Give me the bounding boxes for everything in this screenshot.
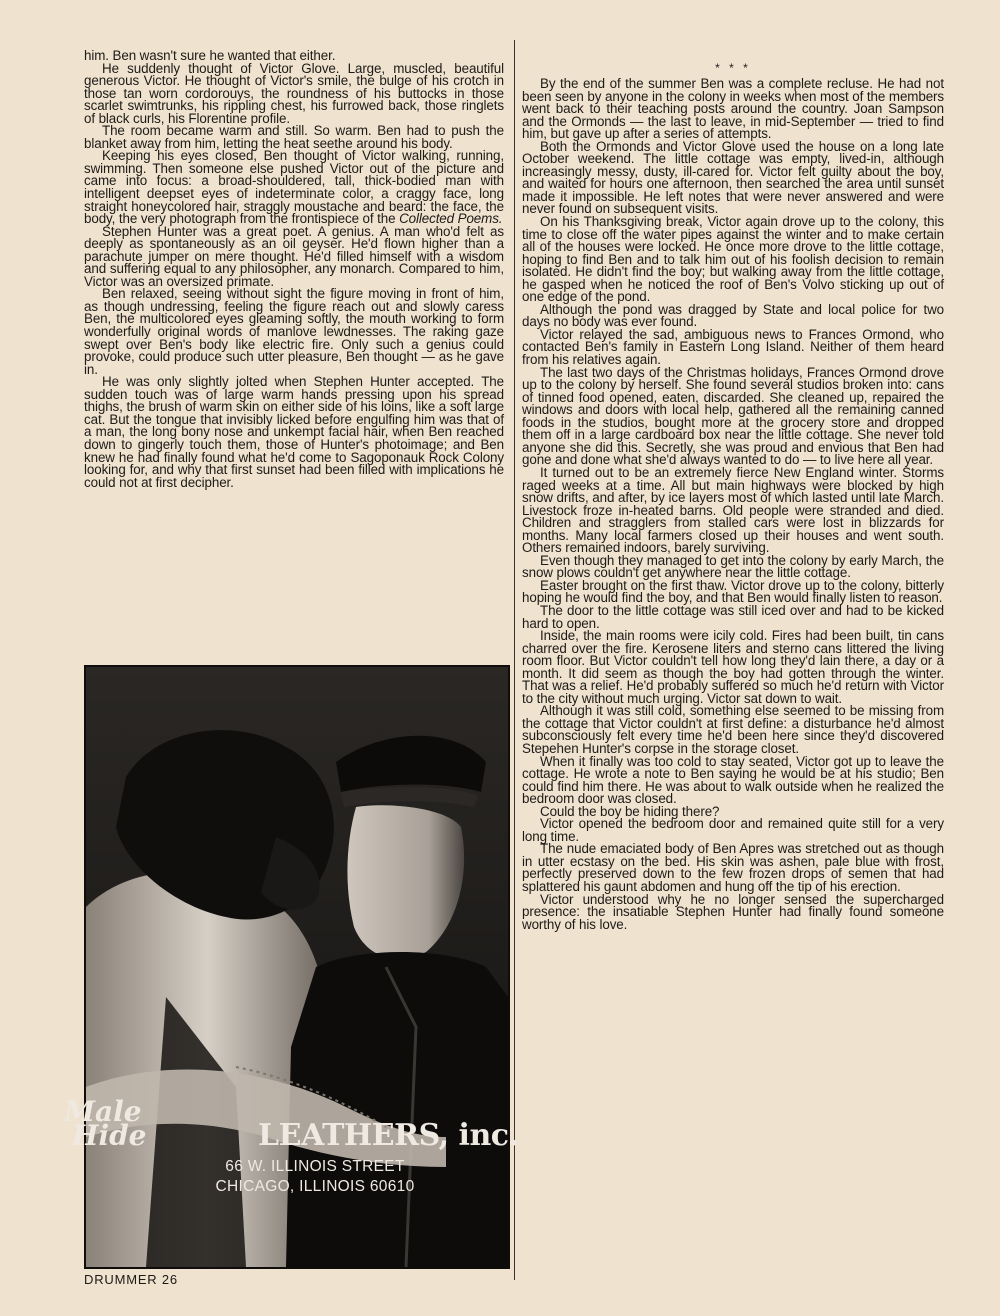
paragraph: Both the Ormonds and Victor Glove used the house on a long late October weekend. The little cottage was empty, lived-in, although increasingly messy, dusty, ill-cared for. Victor felt guilty about the boy, and waited for hours one afternoon, then searched the area until sunset made it impossible. He left notes that were never answered and were never found on subsequent visits. bbox=[522, 138, 944, 217]
paragraph: Inside, the main rooms were icily cold. Fires had been built, tin cans charred over the fire. Kerosene liters and sterno cans littered the living room floor. But Victor couldn't tell how long they'd lain there, a day or a month. It did seem as though the boy had gotten through the winter. That was a relief. He'd probably suffered so much he'd return with Victor to the city without much urging. Victor sat down to wait. bbox=[522, 628, 944, 706]
paragraph: Victor understood why he no longer sensed the supercharged presence: the insatiable Stephen Hunter had finally found someone worthy of his love. bbox=[522, 891, 944, 932]
paragraph: The last two days of the Christmas holidays, Frances Ormond drove up to the colony by herself. She found several studios broken into: cans of tinned food opened, eaten, discarded. She cleaned up, repaired the windows and doors with local help, gathered all the remaining canned foods in the studios, bought more at the grocery store and dropped them off in a large cardboard box near the little cottage. She never told anyone she did this. Secretly, she was proud and envious that Ben had gone and done what she'd always wanted to do — to live here all year. bbox=[522, 364, 944, 468]
brand-script-logo bbox=[64, 1095, 184, 1152]
paragraph: Although it was still cold, something else seemed to be missing from the cottage that Victor couldn't at first define: a disturbance he'd almost subconsciously felt every time he'd been here since they'd discovered Stepehen Hunter's corpse in the storage closet. bbox=[522, 703, 944, 756]
brand-line-male: Male bbox=[64, 1095, 142, 1128]
paragraph: Victor opened the bedroom door and remained quite still for a very long time. bbox=[522, 816, 944, 844]
paragraph-with-title bbox=[84, 150, 504, 225]
book-title: Collected Poems. bbox=[399, 211, 503, 227]
paragraph: It turned out to be an extremely fierce New England winter. Storms raged weeks at a time. All but main highways were blocked by high snow drifts, and after, by ice layers most of which lasted until late March. Livestock froze in-heated barns. Old people were stranded and died. Children and stragglers from stalled cars were lost in blizzards for months. Many local farmers closed up their houses and went south. Others remained indoors, barely surviving. bbox=[522, 464, 944, 556]
left-text-column bbox=[84, 50, 504, 489]
paragraph: Although the pond was dragged by State and local police for two days no body was ever found. bbox=[522, 301, 944, 330]
paragraph: By the end of the summer Ben was a complete recluse. He had not been seen by anyone in the colony in weeks when most of the members went back to their teaching posts around the country. Joan Sampson and the Ormonds — the last to leave, in mid-September — tried to find him, but gave up after a series of attempts. bbox=[522, 76, 944, 142]
paragraph: Victor relayed the sad, ambiguous news to Frances Ormond, who contacted Ben's family in Eastern Long Island. Neither of them heard from his relatives again. bbox=[522, 326, 944, 368]
column-divider bbox=[514, 40, 515, 1280]
paragraph: The nude emaciated body of Ben Apres was stretched out as though in utter ecstasy on the bed. His skin was ashen, pale blue with frost, perfectly preserved down to the few frozen drops of semen that had splattered his gaunt abdomen and hung off the tip of his erection. bbox=[522, 841, 944, 894]
ad-photograph bbox=[86, 667, 508, 1267]
paragraph: When it finally was too cold to stay seated, Victor got up to leave the cottage. He wrote a note to Ben saying he would be at his studio; Ben could find him there. He was about to walk outside when he realized the bedroom door was closed. bbox=[522, 753, 944, 807]
brand-line-hide: Hide bbox=[72, 1119, 147, 1152]
paragraph: Even though they managed to get into the colony by early March, the snow plows couldn't get anywhere near the little cottage. bbox=[522, 552, 944, 581]
paragraph-text: Keeping his eyes closed, Ben thought of Victor walking, running, swimming. Then someone else pushed Victor out of the picture and came into focus: a broad-shouldered, tall, thick-bodied man with intelligent deepset eyes of indeterminate color, a craggy face, long straight honeycolored hair, straggly moustache and beard: the face, the body, the very photograph from the frontispiece of the bbox=[84, 148, 504, 227]
page-folio: DRUMMER 26 bbox=[84, 1272, 178, 1287]
ad-address-street: 66 W. ILLINOIS STREET bbox=[225, 1158, 405, 1175]
paragraph: On his Thanksgiving break, Victor again drove up to the colony, this time to close off the water pipes against the winter and to make certain all of the houses were locked. He once more drove to the little cottage, hoping to find Ben and to talk him out of his foolish decision to remain isolated. He didn't find the boy; but walking away from the little cottage, he gasped when he noticed the roof of Ben's Volvo sticking up out of one edge of the pond. bbox=[522, 214, 944, 305]
paragraph: Ben relaxed, seeing without sight the figure moving in front of him, as though undressing, feeling the figure reach out and slowly caress Ben, the multicolored eyes gleaming softly, the mouth working to form wonderfully original words of manlove lewdnesses. The raking gaze swept over Ben's body like electric fire. Only such a genius could provoke, could produce such utter pleasure, Ben thought — as he gave in. bbox=[84, 286, 504, 377]
paragraph: The door to the little cottage was still iced over and had to be kicked hard to open. bbox=[522, 602, 944, 631]
brand-name: LEATHERS, inc. bbox=[258, 1118, 519, 1153]
right-text-column bbox=[522, 62, 944, 931]
paragraph: him. Ben wasn't sure he wanted that either. bbox=[84, 48, 336, 63]
ad-address-city: CHICAGO, ILLINOIS 60610 bbox=[215, 1178, 415, 1195]
paragraph: Could the boy be hiding there? bbox=[540, 803, 720, 819]
section-break: * * * bbox=[715, 61, 751, 75]
paragraph: Easter brought on the first thaw. Victor drove up to the colony, bitterly hoping he would find the boy, and that Ben would finally listen to reason. bbox=[522, 577, 944, 606]
paragraph: The room became warm and still. So warm. Ben had to push the blanket away from him, letting the heat seethe around his body. bbox=[84, 123, 504, 151]
paragraph: He suddenly thought of Victor Glove. Large, muscled, beautiful generous Victor. He thought of Victor's smile, the bulge of his crotch in those tan worn cordorouys, the roundness of his buttocks in those scarlet swimtrunks, his rippling chest, his furrowed back, those ringlets of black curls, his Florentine profile. bbox=[84, 60, 504, 126]
paragraph: He was only slightly jolted when Stephen Hunter accepted. The sudden touch was of large warm hands pressing upon his spread thighs, the brush of warm skin on either side of his loins, like a soft large cat. But the tongue that invisibly licked before engulfing him was that of a man, the long bony nose and unkempt facial hair, when Ben reached down to gingerly touch them, those of Hunter's photoimage; and Ben knew he had finally found what he'd come to Sagoponauk Rock Colony looking for, and why that first sunset had been filled with implications he could not at first decipher. bbox=[84, 374, 504, 490]
paragraph: Stephen Hunter was a great poet. A genius. A man who'd felt as deeply as spontaneously as an oil geyser. He'd flown higher than a parachute jumper on mere thought. He'd filled himself with a wisdom and suffering equal to any philosopher, any monarch. Compared to him, Victor was an oversized primate. bbox=[84, 223, 504, 289]
